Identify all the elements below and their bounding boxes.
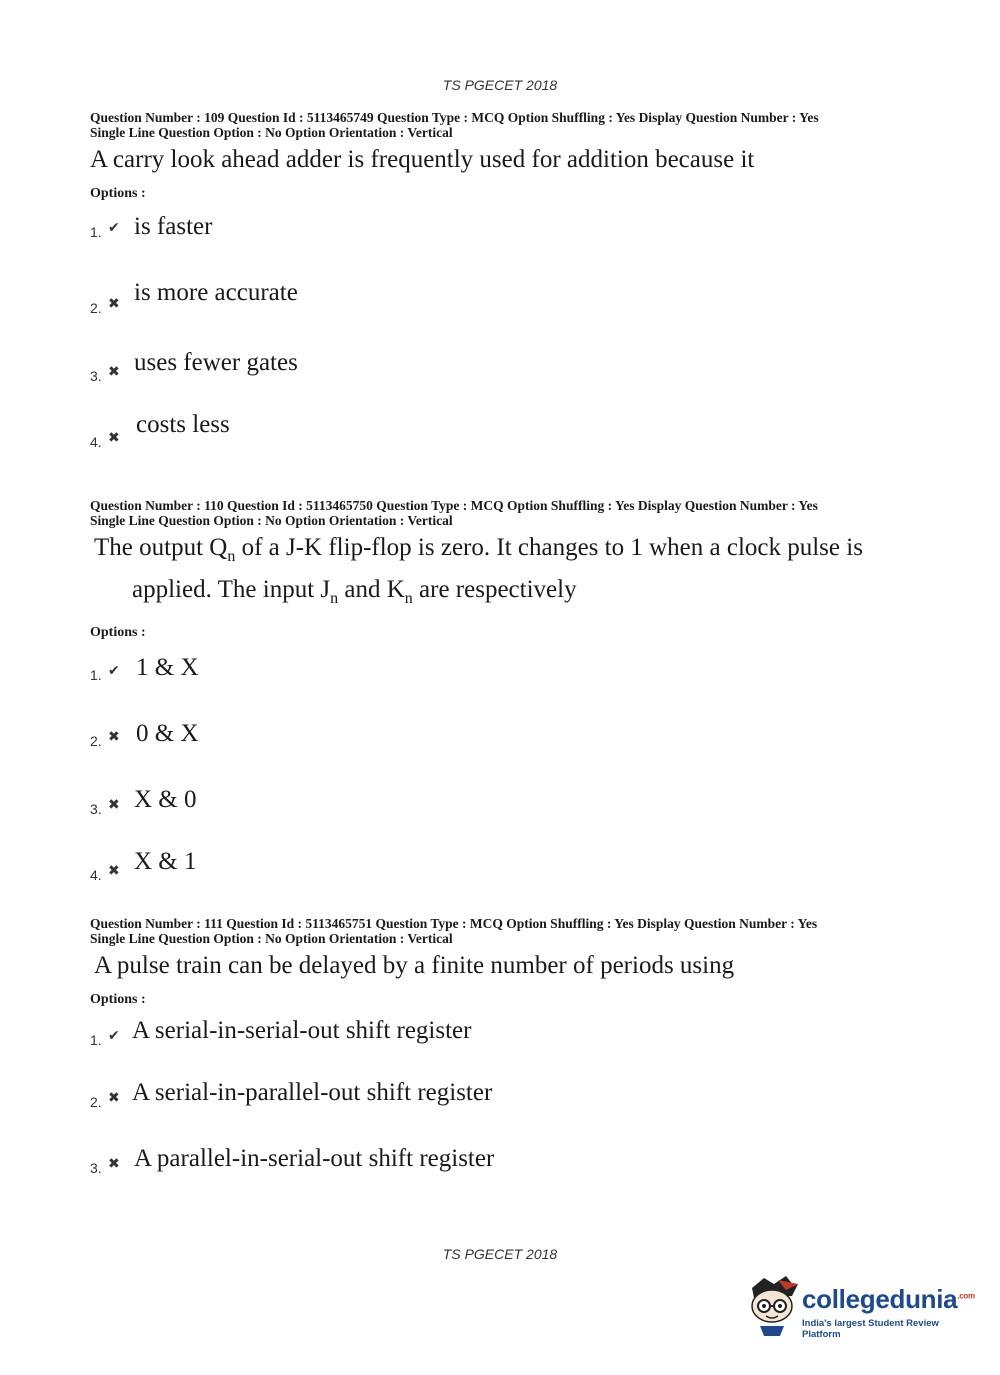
option-3[interactable] — [90, 344, 910, 410]
option-number: 4. — [90, 434, 102, 450]
option-number: 3. — [90, 801, 102, 817]
option-1[interactable] — [90, 653, 910, 719]
wrong-cross-icon: ✖ — [108, 797, 120, 813]
question-109 — [90, 110, 910, 476]
option-text: A serial-in-serial-out shift register — [132, 1017, 472, 1044]
question-meta — [90, 110, 910, 140]
meta-line-1: Question Number : 109 Question Id : 5113465749 Question Type : MCQ Option Shuffling : Yes Display Question Number : Yes — [90, 110, 819, 125]
page-footer: TS PGECET 2018 — [442, 1246, 558, 1262]
logo-name: collegedunia — [802, 1284, 958, 1314]
wrong-cross-icon: ✖ — [108, 1156, 120, 1172]
option-number: 4. — [90, 867, 102, 883]
wrong-cross-icon: ✖ — [108, 296, 120, 312]
question-meta — [90, 916, 910, 946]
option-number: 2. — [90, 1094, 102, 1110]
mascot-icon — [742, 1270, 800, 1340]
option-number: 1. — [90, 667, 102, 683]
option-text: uses fewer gates — [134, 349, 298, 376]
options-label: Options : — [90, 992, 146, 1007]
question-text-part: The output Q — [94, 534, 228, 561]
question-111 — [90, 916, 910, 1210]
option-1[interactable] — [90, 212, 910, 278]
option-number: 3. — [90, 368, 102, 384]
question-text — [90, 531, 910, 615]
option-number: 1. — [90, 1032, 102, 1048]
option-2[interactable] — [90, 278, 910, 344]
option-text: X & 0 — [134, 786, 197, 813]
subscript: n — [227, 548, 236, 565]
option-number: 3. — [90, 1160, 102, 1176]
question-110 — [90, 498, 910, 917]
meta-line-2: Single Line Question Option : No Option Orientation : Vertical — [90, 931, 453, 946]
option-1[interactable] — [90, 1016, 910, 1078]
logo-suffix: .com — [957, 1291, 975, 1301]
options-label: Options : — [90, 186, 146, 201]
wrong-cross-icon: ✖ — [108, 1090, 120, 1106]
question-text: A carry look ahead adder is frequently used for addition because it — [90, 146, 755, 173]
meta-line-2: Single Line Question Option : No Option Orientation : Vertical — [90, 513, 453, 528]
question-text-part: and K — [338, 576, 405, 603]
collegedunia-logo — [742, 1270, 975, 1340]
option-text: 0 & X — [136, 720, 199, 747]
option-text: is faster — [134, 213, 213, 240]
wrong-cross-icon: ✖ — [108, 863, 120, 879]
correct-check-icon: ✔ — [108, 663, 120, 679]
options-label: Options : — [90, 625, 146, 640]
option-number: 2. — [90, 733, 102, 749]
option-text: is more accurate — [134, 279, 298, 306]
question-text: A pulse train can be delayed by a finite number of periods using — [94, 952, 735, 979]
wrong-cross-icon: ✖ — [108, 729, 120, 745]
option-text: costs less — [136, 411, 230, 438]
correct-check-icon: ✔ — [108, 220, 120, 236]
option-text: A parallel-in-serial-out shift register — [134, 1145, 495, 1172]
subscript: n — [404, 590, 413, 607]
wrong-cross-icon: ✖ — [108, 430, 120, 446]
question-text-continued — [94, 573, 910, 615]
option-2[interactable] — [90, 719, 910, 785]
option-text: 1 & X — [136, 654, 199, 681]
question-text-part: of a J-K flip-flop is zero. It changes to 1 when a clock pulse is — [235, 534, 863, 561]
option-text: X & 1 — [134, 848, 197, 875]
option-text: A serial-in-parallel-out shift register — [132, 1079, 493, 1106]
question-text-part: applied. The input J — [132, 576, 331, 603]
correct-check-icon: ✔ — [108, 1028, 120, 1044]
meta-line-2: Single Line Question Option : No Option Orientation : Vertical — [90, 125, 453, 140]
page-header: TS PGECET 2018 — [442, 77, 558, 93]
logo-tagline: India's largest Student Review Platform — [802, 1318, 939, 1340]
option-2[interactable] — [90, 1078, 910, 1144]
question-text-part: are respectively — [412, 576, 577, 603]
option-4[interactable] — [90, 410, 910, 476]
wrong-cross-icon: ✖ — [108, 364, 120, 380]
option-number: 1. — [90, 224, 102, 240]
option-3[interactable] — [90, 1144, 910, 1210]
question-meta — [90, 498, 910, 528]
subscript: n — [330, 590, 339, 607]
option-4[interactable] — [90, 848, 910, 917]
option-3[interactable] — [90, 785, 910, 851]
meta-line-1: Question Number : 111 Question Id : 5113465751 Question Type : MCQ Option Shuffling : Yes Display Question Number : Yes — [90, 916, 818, 931]
meta-line-1: Question Number : 110 Question Id : 5113465750 Question Type : MCQ Option Shuffling : Yes Display Question Number : Yes — [90, 498, 818, 513]
option-number: 2. — [90, 300, 102, 316]
logo-wordmark — [802, 1284, 975, 1315]
